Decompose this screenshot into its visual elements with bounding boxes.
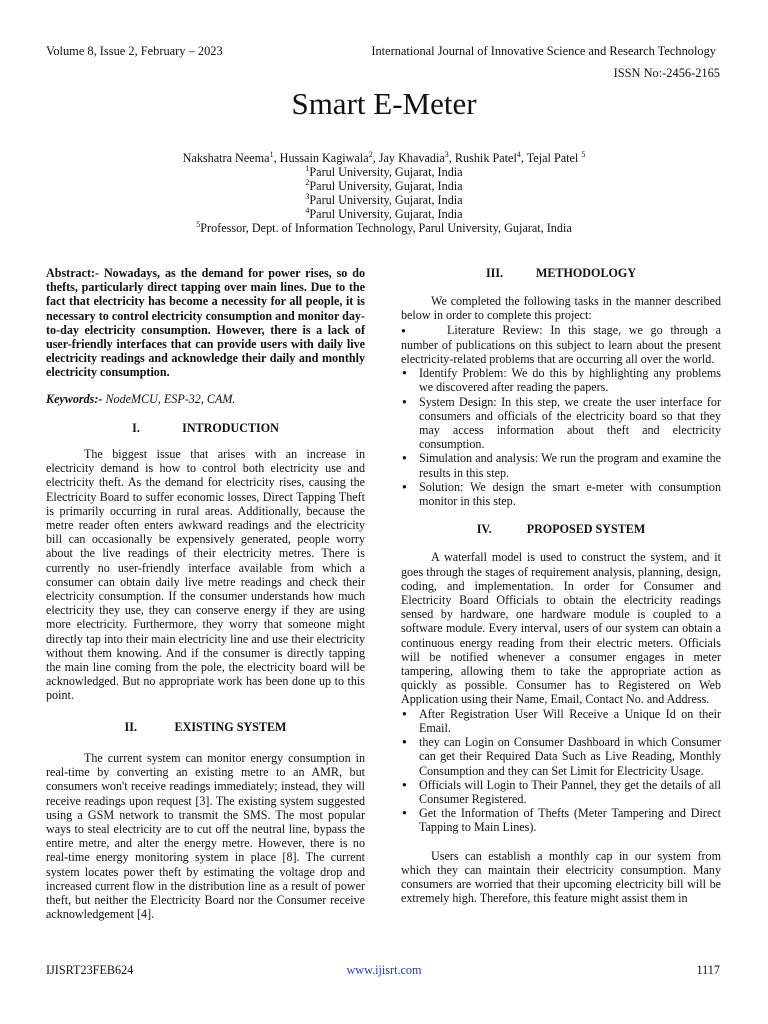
proposed-system-paragraph: A waterfall model is used to construct the system, and it goes through the stages of requirement analysis, planning, design, coding, and implementation. In order for Consumer and Electricity Board Officials to obtain the electricity readings sensed by hardware, one hardware module is coupled to a software module. Every interval, users of our system can obtain a continuous energy reading from their electric meters. Officials will be notified whenever a consumer engages in meter tampering, allowing them to take the appropriate action as quickly as possible. Consumer has to Registered on Web Application using their Name, Email, Contact No. and Address.	[401, 550, 721, 707]
affiliation-sup: 3	[305, 192, 310, 201]
list-item-text: they can Login on Consumer Dashboard in which Consumer can get their Required Data Such as Live Reading, Monthly Consumption and they can Set Limit for Electricity Usage.	[419, 735, 721, 778]
keywords-text: NodeMCU, ESP-32, CAM.	[102, 391, 236, 406]
list-item-text: Get the Information of Thefts (Meter Tampering and Direct Tapping to Main Lines).	[419, 806, 721, 835]
affiliation-sup: 5	[196, 220, 201, 229]
affiliation	[0, 193, 768, 207]
section-title: METHODOLOGY	[535, 266, 637, 280]
author-name: Nakshatra Neema	[182, 151, 270, 165]
section-title: INTRODUCTION	[182, 420, 279, 435]
footer-article-code: IJISRT23FEB624	[46, 963, 134, 977]
issn-number: ISSN No:-2456-2165	[613, 66, 720, 80]
affiliation-sup: 4	[305, 206, 310, 215]
author-name: Hussain Kagiwala	[279, 151, 369, 165]
section-heading-introduction	[46, 421, 365, 435]
affiliation-text: Parul University, Gujarat, India	[309, 179, 463, 193]
proposed-system-paragraph-2: Users can establish a monthly cap in our system from which they can maintain their electricity consumption. Many consumers are worried that their upcoming electricity bill will be extremely high. Therefore, this feature might assist them in	[401, 848, 721, 906]
section-heading-existing-system	[46, 720, 365, 734]
list-item	[401, 778, 721, 806]
author-name: Rushik Patel	[454, 151, 517, 165]
author-sup: 4	[516, 150, 521, 159]
list-item	[401, 480, 721, 508]
author-sup: 2	[368, 150, 373, 159]
list-item-text: After Registration User Will Receive a Unique Id on their Email.	[419, 706, 721, 735]
affiliation-sup: 2	[305, 178, 310, 187]
page-number: 1117	[696, 963, 720, 977]
section-heading-proposed-system	[401, 522, 721, 536]
abstract: Abstract:- Nowadays, as the demand for power rises, so do thefts, particularly direct tapping over main lines. Due to the fact that electricity has become a necessity for all people, it is necessary to control electricity consumption and monitor day-to-day electricity consumption. However, there is a lack of user-friendly interfaces that can provide users with daily live electricity readings and acknowledge their daily and monthly electricity consumption.	[46, 266, 365, 380]
author-list: Nakshatra Neema$^1$, Hussain Kagiwala$^2$, Jay Khavadia$^3$, Rushik Patel$^4$, Tejal Patel $^5$	[182, 150, 586, 165]
footer-website-link[interactable]: www.ijisrt.com	[346, 963, 422, 977]
section-number: I.	[132, 420, 140, 435]
list-item	[401, 735, 721, 778]
affiliation-text: Parul University, Gujarat, India	[309, 165, 463, 179]
affiliation	[0, 179, 768, 193]
affiliation	[0, 165, 768, 179]
running-header-volume: Volume 8, Issue 2, February – 2023	[46, 44, 223, 58]
list-item	[401, 806, 721, 834]
list-item-text: Solution: We design the smart e-meter with consumption monitor in this step.	[419, 479, 721, 509]
keywords-label: Keywords:-	[46, 391, 103, 406]
section-number: IV.	[476, 522, 492, 537]
author-block	[0, 151, 768, 235]
list-item	[401, 323, 721, 367]
introduction-paragraph: The biggest issue that arises with an increase in electricity demand is how to control both electricity use and electricity theft. As the demand for electricity rises, causing the Electricity Board to suffer economic losses, Direct Tapping Theft is primarily occurring in rural areas. Additionally, because the metre reader often enters awkward readings and the electricity bill can occasionally be expensively generated, people worry about the live readings of their electricity metres. There is currently no user-friendly interface available from which a consumer can obtain daily live metre readings and check their electricity consumption. If the consumer understands how much electricity they use, they can conserve energy if they are using more electricity. Furthermore, they worry that someone might directly tap into their main electricity line and use their electricity without them knowing. And if the consumer is directly tapping the main line coming from the pole, the electricity board will be acknowledged. But no appropriate work has been done up to this point.	[46, 447, 365, 703]
affiliation-text: Parul University, Gujarat, India	[309, 207, 463, 221]
author-sup: 3	[444, 150, 449, 159]
list-item	[401, 707, 721, 735]
affiliation	[0, 207, 768, 221]
author-name: Tejal Patel	[526, 151, 579, 165]
left-column	[46, 266, 365, 921]
affiliation-text: Parul University, Gujarat, India	[309, 193, 463, 207]
list-item-text: System Design: In this step, we create the user interface for consumers and officials of the electricity board so that they may access information about theft and electricity consumption.	[419, 394, 721, 452]
methodology-intro: We completed the following tasks in the manner described below in order to complete this project:	[401, 294, 721, 323]
methodology-list	[401, 323, 721, 509]
right-column	[401, 266, 721, 905]
list-item	[401, 395, 721, 452]
running-header-journal: International Journal of Innovative Science and Research Technology	[371, 44, 716, 58]
section-number: II.	[124, 719, 137, 734]
list-item	[401, 451, 721, 479]
list-item	[401, 366, 721, 394]
existing-system-paragraph: The current system can monitor energy consumption in real-time by converting an existing metre to an AMR, but consumers won't receive readings immediately; instead, they will receive readings upon request [3]. The existing system suggested using a GSM network to transmit the SMS. The most popular ways to steal electricity are to cut off the neutral line, bypass the entire metre, and alter the energy metre. However, there is no real-time energy monitoring system in place [8]. The current system locates power theft by estimating the voltage drop and increased current flow in the distribution line as a result of power theft, but neither the Electricity Board nor the Consumer receive acknowledgement [4].	[46, 750, 365, 922]
list-item-text: Identify Problem: We do this by highlighting any problems we discovered after reading the papers.	[419, 366, 721, 395]
list-item-text: Officials will Login to Their Pannel, they get the details of all Consumer Registered.	[419, 777, 721, 806]
proposed-system-list	[401, 707, 721, 835]
paper-title: Smart E-Meter	[291, 86, 477, 121]
section-heading-methodology	[401, 266, 721, 280]
list-item-text: Literature Review: In this stage, we go through a number of publications on this subject to learn about the present electricity-related problems that are occurring all over the world.	[401, 322, 721, 367]
author-sup: 1	[269, 150, 274, 159]
list-item-text: Simulation and analysis: We run the program and examine the results in this step.	[419, 451, 721, 480]
section-title: EXISTING SYSTEM	[174, 719, 287, 734]
keywords	[46, 392, 365, 406]
affiliation-sup: 1	[305, 164, 310, 173]
section-number: III.	[485, 266, 504, 280]
section-title: PROPOSED SYSTEM	[526, 522, 646, 537]
affiliation-text: Professor, Dept. of Information Technology, Parul University, Gujarat, India	[200, 221, 572, 235]
author-sup: 5	[581, 150, 586, 159]
affiliation	[0, 221, 768, 235]
bullet-icon: ●	[401, 325, 406, 335]
author-name: Jay Khavadia	[378, 151, 445, 165]
